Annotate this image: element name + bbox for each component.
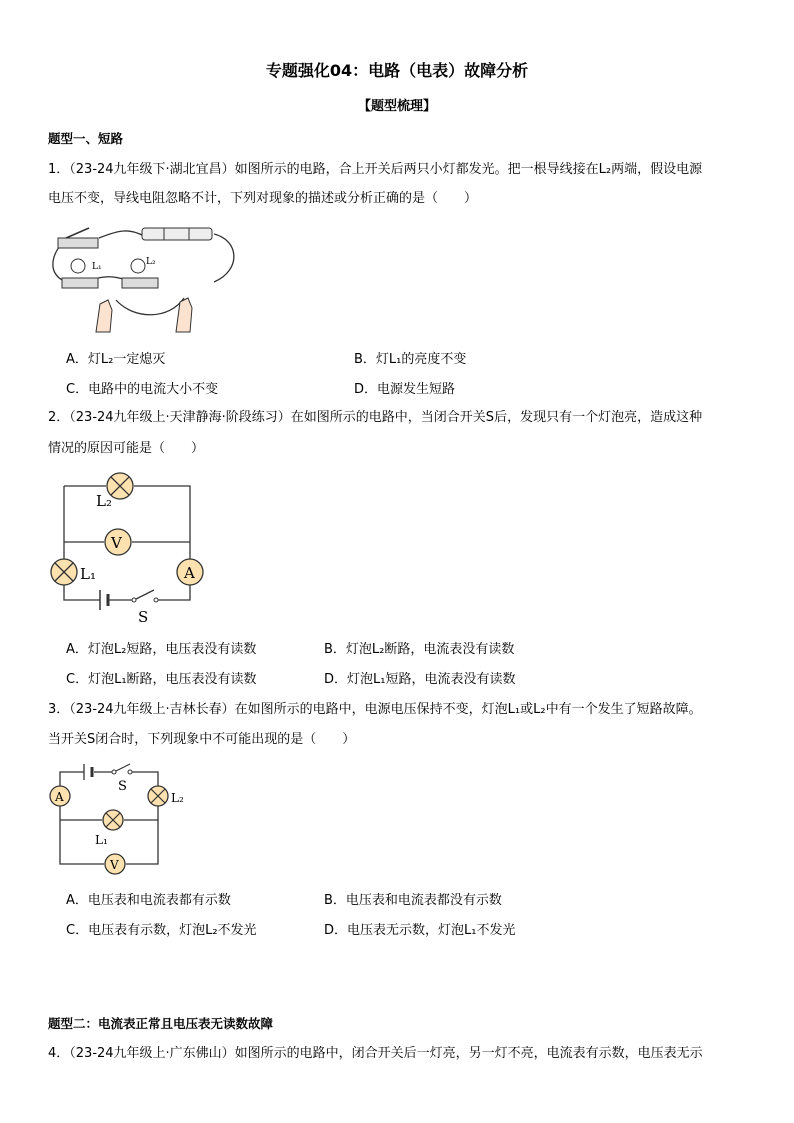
question-2-option-c: C．灯泡L₁断路，电压表没有读数 xyxy=(66,672,257,687)
figure-label-L1: L₁ xyxy=(95,833,108,847)
figure-label-L1: L₁ xyxy=(80,565,96,583)
question-3-option-a: A．电压表和电流表都有示数 xyxy=(66,893,231,908)
figure-label-V: V xyxy=(111,534,122,552)
question-3-figure xyxy=(46,760,196,880)
question-1-option-d: D．电源发生短路 xyxy=(354,382,456,397)
question-2-figure xyxy=(48,472,208,627)
question-4-line-1: 4．（23-24九年级上·广东佛山）如图所示的电路中，闭合开关后一灯亮，另一灯不亮，电流表有示数，电压表无示 xyxy=(48,1046,703,1061)
figure-label-S: S xyxy=(138,608,149,626)
question-2-option-d: D．灯泡L₁短路，电流表没有读数 xyxy=(324,672,516,687)
section-heading-2: 题型二：电流表正常且电压表无读数故障 xyxy=(48,1016,274,1031)
figure-label-A: A xyxy=(55,790,64,804)
page-title: 专题强化04：电路（电表）故障分析 xyxy=(265,61,529,80)
question-1-option-b: B．灯L₁的亮度不变 xyxy=(354,352,467,367)
question-3-line-1: 3．（23-24九年级上·吉林长春）在如图所示的电路中，电源电压保持不变，灯泡L₁或L₂中有一个发生了短路故障。 xyxy=(48,702,702,717)
question-3-option-c: C．电压表有示数，灯泡L₂不发光 xyxy=(66,923,257,938)
question-3-option-d: D．电压表无示数，灯泡L₁不发光 xyxy=(324,923,516,938)
figure-label-V: V xyxy=(110,858,119,872)
figure-label-L2: L₂ xyxy=(96,492,112,510)
question-3-line-2: 当开关S闭合时，下列现象中不可能出现的是（ ） xyxy=(48,732,356,747)
question-3-option-b: B．电压表和电流表都没有示数 xyxy=(324,893,502,908)
question-2-line-2: 情况的原因可能是（ ） xyxy=(48,441,205,456)
figure-label-S: S xyxy=(118,779,127,794)
figure-label-L2: L₂ xyxy=(146,257,156,267)
page-subtitle: 【题型梳理】 xyxy=(357,99,436,114)
figure-label-L1: L₁ xyxy=(92,262,102,272)
question-2-option-b: B．灯泡L₂断路，电流表没有读数 xyxy=(324,642,515,657)
figure-label-A: A xyxy=(184,564,195,582)
question-1-figure xyxy=(44,220,244,332)
question-2-option-a: A．灯泡L₂短路，电压表没有读数 xyxy=(66,642,257,657)
question-2-line-1: 2．（23-24九年级上·天津静海·阶段练习）在如图所示的电路中，当闭合开关S后，发现只有一个灯泡亮，造成这种 xyxy=(48,410,703,425)
question-1-line-1: 1．（23-24九年级下·湖北宜昌）如图所示的电路，合上开关后两只小灯都发光。把一根导线接在L₂两端，假设电源 xyxy=(48,162,703,177)
figure-label-L2: L₂ xyxy=(171,791,184,805)
section-heading-1: 题型一、短路 xyxy=(48,131,124,146)
question-1-option-c: C．电路中的电流大小不变 xyxy=(66,382,219,397)
question-1-line-2: 电压不变，导线电阻忽略不计，下列对现象的描述或分析正确的是（ ） xyxy=(48,191,478,206)
question-1-option-a: A．灯L₂一定熄灭 xyxy=(66,352,166,367)
